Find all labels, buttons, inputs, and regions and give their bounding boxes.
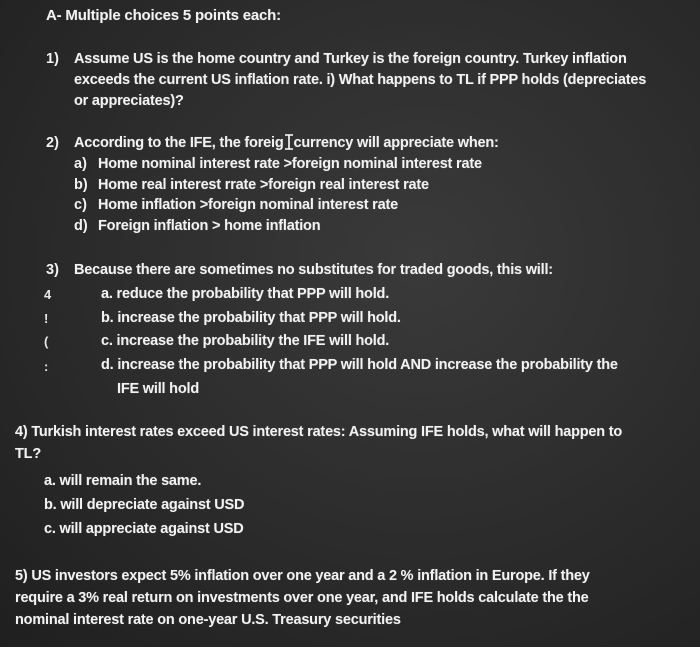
- question-2-stem-end: currency will appreciate when:: [293, 135, 499, 151]
- question-3-option-c: c. increase the probability the IFE will hold.: [101, 333, 390, 349]
- question-2-option-c: Home inflation >foreign nominal interest rate: [98, 197, 398, 213]
- question-4-line-1: 4) Turkish interest rates exceed US interest rates: Assuming IFE holds, what will happen to: [15, 424, 623, 440]
- question-2-stem: [74, 135, 499, 151]
- question-3-marker-1: 4: [44, 287, 52, 302]
- question-3-marker-2: !: [44, 311, 49, 326]
- question-3-number: 3): [46, 262, 59, 278]
- question-2-option-a-label: a): [74, 156, 87, 172]
- question-1-line-2: exceeds the current US inflation rate. i) What happens to TL if PPP holds (depreciates: [74, 72, 647, 88]
- question-4-option-b: b. will depreciate against USD: [44, 497, 245, 513]
- question-2-option-b-label: b): [74, 177, 88, 193]
- question-2-option-a: Home nominal interest rate >foreign nominal interest rate: [98, 156, 482, 172]
- text-cursor-icon: [284, 135, 294, 149]
- question-2-number: 2): [46, 135, 59, 151]
- question-1-line-3: or appreciates)?: [74, 93, 184, 109]
- question-4-line-2: TL?: [15, 446, 41, 462]
- question-1-line-1: Assume US is the home country and Turkey is the foreign country. Turkey inflation: [74, 51, 627, 67]
- question-2-option-b: Home real interest rrate >foreign real interest rate: [98, 177, 429, 193]
- question-5-line-1: 5) US investors expect 5% inflation over one year and a 2 % inflation in Europe. If they: [15, 568, 590, 584]
- question-5-line-2: require a 3% real return on investments over one year, and IFE holds calculate the the: [15, 590, 589, 606]
- question-3-option-b: b. increase the probability that PPP will hold.: [101, 310, 401, 326]
- question-2-option-d-label: d): [74, 218, 88, 234]
- question-3-marker-3: (: [44, 334, 49, 349]
- question-2-option-c-label: c): [74, 197, 87, 213]
- question-3-option-d: d. increase the probability that PPP will hold AND increase the probability the: [101, 357, 618, 373]
- question-2-option-d: Foreign inflation > home inflation: [98, 218, 321, 234]
- section-heading: A- Multiple choices 5 points each:: [46, 7, 281, 24]
- question-3-option-a: a. reduce the probability that PPP will hold.: [101, 286, 390, 302]
- question-4-option-a: a. will remain the same.: [44, 473, 202, 489]
- question-1-number: 1): [46, 51, 59, 67]
- question-4-option-c: c. will appreciate against USD: [44, 521, 244, 537]
- question-3-marker-4: :: [44, 359, 49, 374]
- question-2-stem-start: According to the IFE, the foreig: [74, 135, 284, 151]
- question-3-stem: Because there are sometimes no substitutes for traded goods, this will:: [74, 262, 553, 278]
- question-5-line-3: nominal interest rate on one-year U.S. Treasury securities: [15, 612, 401, 628]
- question-3-option-d-continued: IFE will hold: [117, 381, 199, 397]
